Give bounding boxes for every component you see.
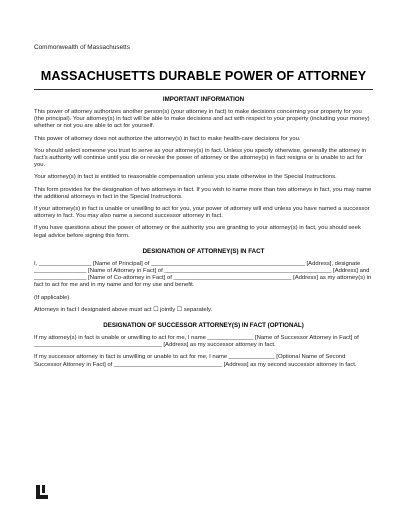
important-paragraph-7: If you have questions about the power of attorney or the authority you are granting to your attorney(s) in fact, you should seek legal advice before signing this form.: [34, 225, 361, 239]
designation-joint-separate-line: Attorneys in fact I designated above must act ☐ jointly ☐ separately.: [34, 306, 213, 313]
important-paragraph-3: You should select someone you trust to serve as your attorney(s) in fact. Unless you specify otherwise, generally the attorney in fact’s authority will continue until you die or revoke the power of attorney or the attorney(s) in fact resigns or is unable to act for you.: [34, 147, 367, 169]
important-paragraph-2: This power of attorney does not authorize the attorney(s) in fact to make health-care decisions for you.: [34, 135, 301, 142]
designation-section: [34, 248, 373, 314]
successor-section: [34, 322, 373, 369]
important-information-section: [34, 96, 373, 240]
logo-mark: [36, 485, 48, 499]
important-information-heading: IMPORTANT INFORMATION: [162, 96, 245, 103]
designation-heading: DESIGNATION OF ATTORNEY(S) IN FACT: [142, 247, 265, 255]
legal-templates-logo-icon: [36, 485, 48, 499]
successor-heading: DESIGNATION OF SUCCESSOR ATTORNEY(S) IN FACT (OPTIONAL): [103, 322, 304, 330]
successor-paragraph-2: If my successor attorney in fact is unwilling or unable to act for me, I name ______________ [Optional Name of Second Successor Attorney in Fact] of _________________________________ [Address] as my second successor attorney in fact.: [34, 354, 357, 368]
document-title: MASSACHUSETTS DURABLE POWER OF ATTORNEY: [40, 69, 367, 83]
designation-paragraph-1: I, ________________ [Name of Principal] of _______________________________________________ [Address], designate ________________ [Name of Attorney in Fact] of ___________________________________________________ [Address] and ________________ [Name of Co-attorney in Fact] of ____________________________________ [Address] as my attorney(s) in fact to act for me and in my name and for my use and benefit.: [34, 260, 372, 289]
title-divider: [34, 89, 373, 90]
important-paragraph-1: This power of attorney authorizes another person(s) (your attorney in fact) to make decisions concerning your property for you (the principal). Your attorney(s) in fact will be able to make decisions and act with respect to your property (including your money) whether or not you are able to act for yourself.: [34, 109, 370, 130]
important-paragraph-4: Your attorney(s) in fact is entitled to reasonable compensation unless you state otherwise in the Special Instructions.: [34, 174, 337, 181]
important-paragraph-5: This form provides for the designation of two attorneys in fact. If you wish to name more than two attorneys in fact, you may name the additional attorneys in fact in the Special Instructions.: [34, 186, 372, 200]
important-paragraph-6: If your attorney(s) in fact is unable or unwilling to act for you, your power of attorney will end unless you have named a successor attorney in fact. You may also name a second successor attorney in fact.: [34, 206, 370, 220]
designation-applicable-note: (If applicable): [34, 294, 70, 301]
successor-paragraph-1: If my attorney(s) in fact is unable or unwilling to act for me, I name ______________ [Name of Successor Attorney in Fact] of _______________________________________ [Address] as my successor attorney in fact.: [34, 335, 359, 349]
jurisdiction-line: Commonwealth of Massachusetts: [34, 44, 130, 51]
